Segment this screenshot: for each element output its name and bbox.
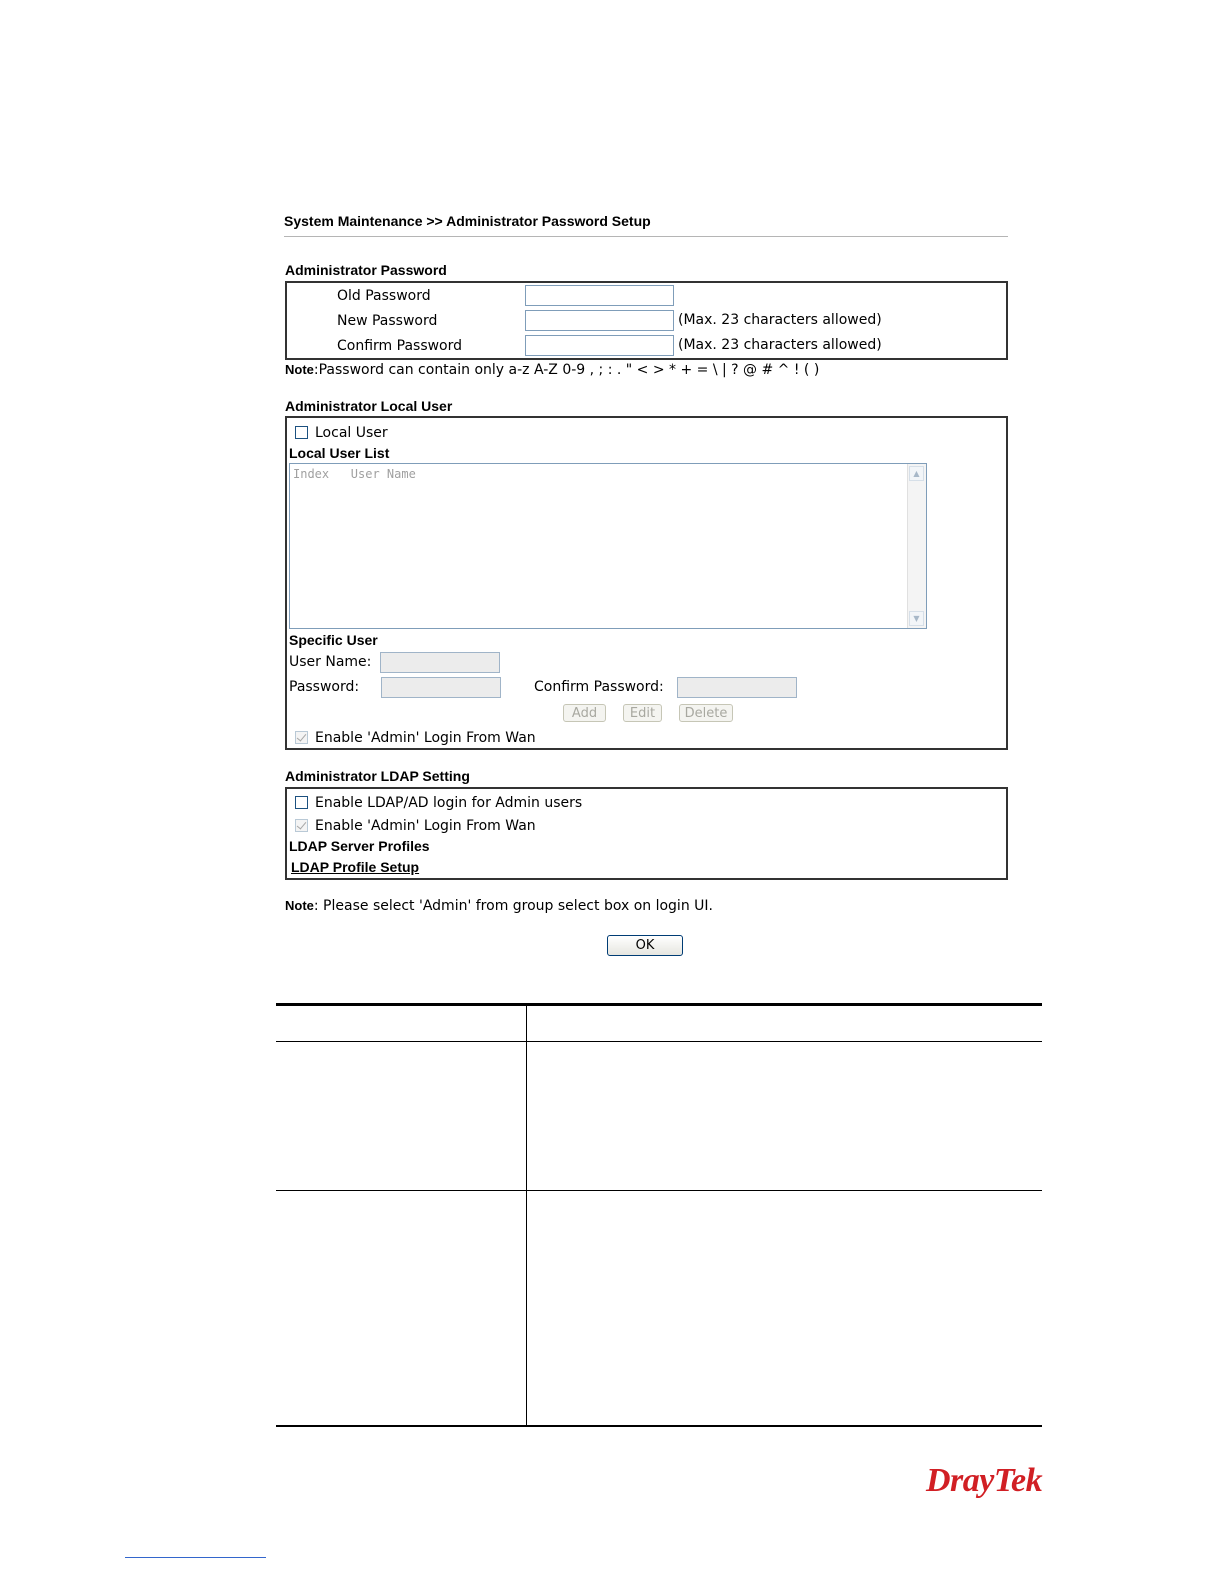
table-header-rule — [276, 1041, 1042, 1042]
delete-button[interactable]: Delete — [679, 704, 733, 722]
local-user-checkbox-label: Local User — [315, 425, 388, 441]
local-user-wan-checkbox[interactable] — [295, 731, 308, 744]
bottom-note-label: Note — [285, 898, 314, 913]
edit-button[interactable]: Edit — [623, 704, 662, 722]
table-row-rule — [276, 1190, 1042, 1191]
specific-password-input[interactable] — [381, 677, 501, 698]
admin-password-title: Administrator Password — [285, 262, 447, 278]
local-user-wan-label: Enable 'Admin' Login From Wan — [315, 730, 536, 746]
confirm-password-input[interactable] — [525, 335, 674, 356]
old-password-input[interactable] — [525, 285, 674, 306]
listbox-scrollbar[interactable] — [907, 464, 926, 628]
ok-button[interactable]: OK — [607, 935, 683, 956]
ldap-enable-checkbox[interactable] — [295, 796, 308, 809]
user-name-input[interactable] — [380, 652, 500, 673]
ldap-title: Administrator LDAP Setting — [285, 768, 470, 784]
old-password-label: Old Password — [337, 288, 431, 304]
confirm-password-hint: (Max. 23 characters allowed) — [678, 337, 882, 353]
breadcrumb: System Maintenance >> Administrator Password Setup — [284, 213, 651, 229]
local-user-list-title: Local User List — [289, 445, 390, 461]
ldap-profiles-title: LDAP Server Profiles — [289, 838, 430, 854]
specific-confirm-label: Confirm Password: — [534, 679, 664, 695]
password-note — [285, 362, 819, 378]
specific-confirm-input[interactable] — [677, 677, 797, 698]
password-note-label: Note — [285, 362, 314, 377]
local-user-title: Administrator Local User — [285, 398, 453, 414]
specific-user-title: Specific User — [289, 632, 378, 648]
confirm-password-label: Confirm Password — [337, 338, 463, 354]
draytek-logo: DrayTek — [926, 1462, 1043, 1499]
table-bottom-rule — [276, 1425, 1042, 1427]
bottom-note — [285, 898, 713, 914]
add-button[interactable]: Add — [563, 704, 606, 722]
table-column-divider — [526, 1005, 527, 1426]
admin-password-panel — [285, 281, 1008, 360]
ldap-wan-label: Enable 'Admin' Login From Wan — [315, 818, 536, 834]
ldap-enable-label: Enable LDAP/AD login for Admin users — [315, 795, 583, 811]
specific-password-label: Password: — [289, 679, 360, 695]
scroll-down-icon[interactable]: ▼ — [909, 611, 924, 626]
local-user-panel — [285, 416, 1008, 750]
local-user-checkbox[interactable] — [295, 426, 308, 439]
ldap-panel — [285, 787, 1008, 880]
new-password-label: New Password — [337, 313, 438, 329]
bottom-note-text: : Please select 'Admin' from group select box on login UI. — [313, 898, 713, 914]
footer-rule — [125, 1557, 266, 1558]
scroll-up-icon[interactable]: ▲ — [909, 466, 924, 481]
ldap-wan-checkbox[interactable] — [295, 819, 308, 832]
local-user-list-header: Index User Name — [293, 467, 416, 481]
breadcrumb-divider — [284, 236, 1008, 237]
table-top-rule — [276, 1003, 1042, 1006]
new-password-hint: (Max. 23 characters allowed) — [678, 312, 882, 328]
ldap-profile-setup-link[interactable]: LDAP Profile Setup — [291, 859, 420, 875]
password-note-text: :Password can contain only a-z A-Z 0-9 , ; : . " < > * + = \ | ? @ # ^ ! ( ) — [313, 362, 820, 378]
local-user-listbox[interactable] — [289, 463, 927, 629]
user-name-label: User Name: — [289, 654, 372, 670]
new-password-input[interactable] — [525, 310, 674, 331]
